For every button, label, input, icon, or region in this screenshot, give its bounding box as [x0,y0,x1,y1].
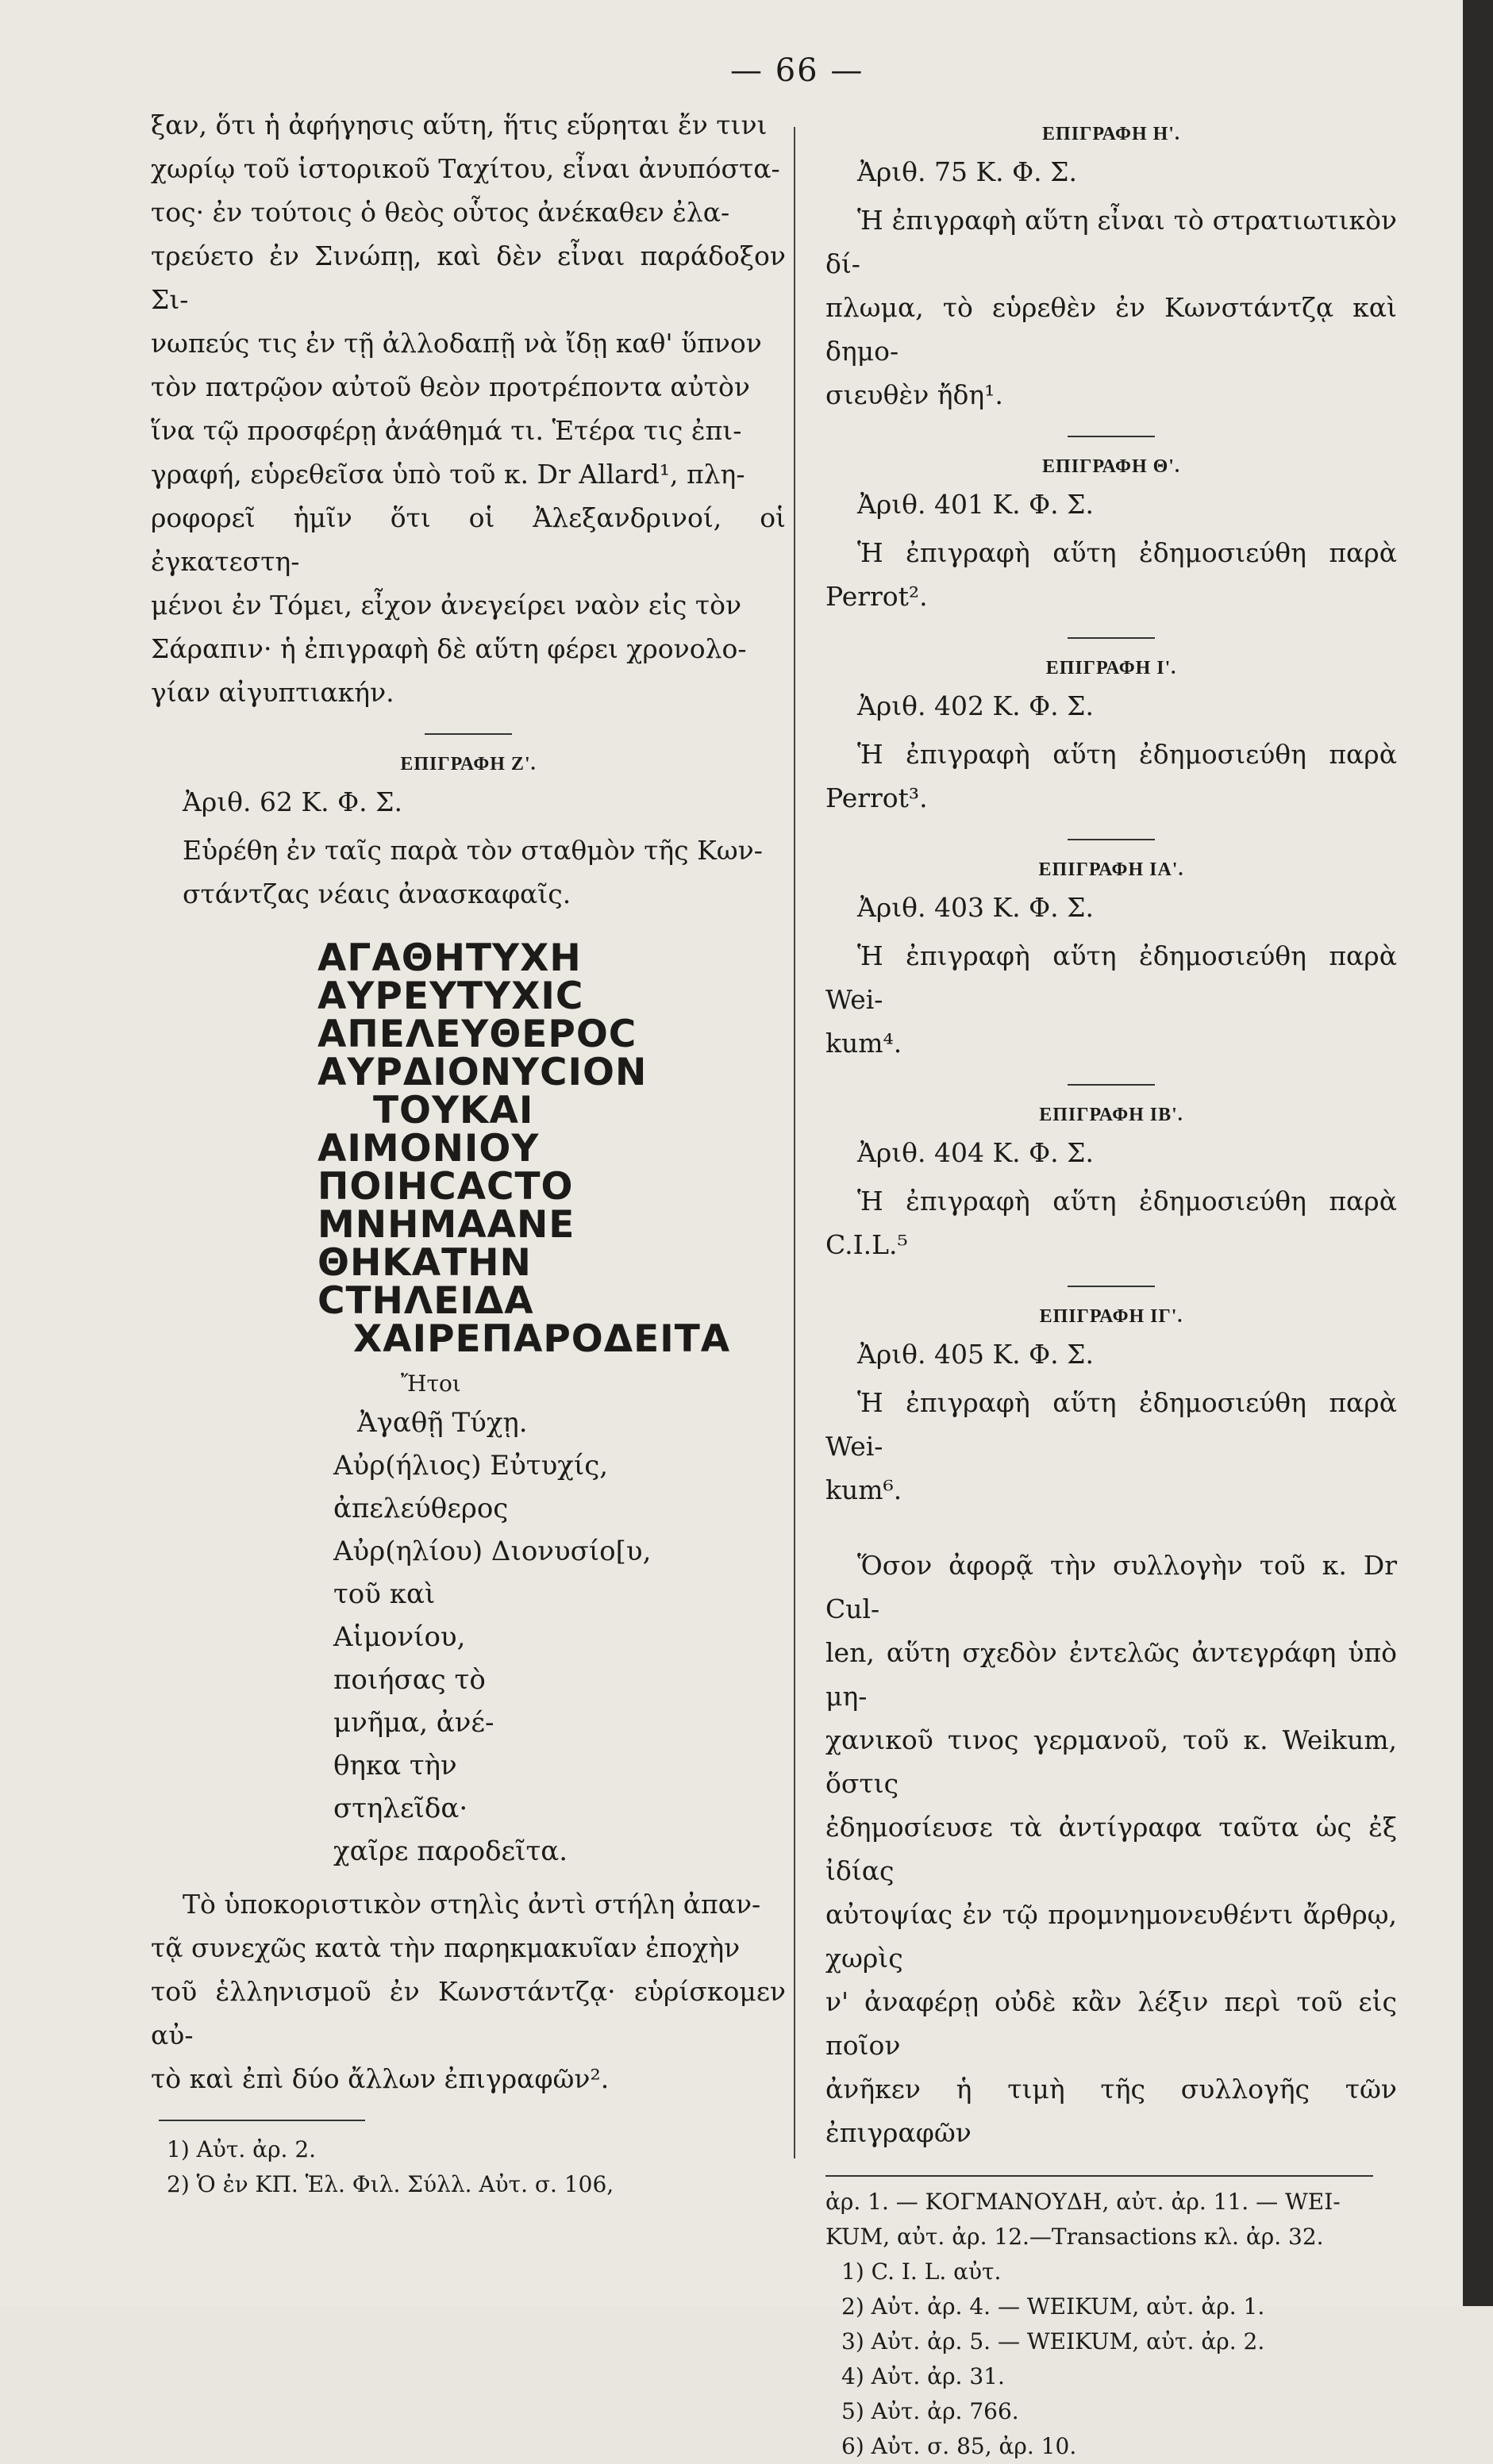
transcription-line: θηκα τὴν [333,1750,457,1782]
inscription-entry [825,658,1397,820]
transcription-line: χαῖρε παροδεῖτα. [333,1836,568,1867]
page-edge-strip [1463,0,1493,2306]
inscription-line: ΘΗΚΑΤΗΝ [317,1241,532,1285]
column-divider [794,127,795,2158]
inscription-line: ΑΠΕΛΕΥΘΕΡΟC [317,1013,637,1056]
footnote: KUM, αὐτ. ἀρ. 12.—Transactions κλ. ἀρ. 32. [825,2224,1324,2250]
text-line: νωπεύς τις ἐν τῇ ἀλλοδαπῇ νὰ ἴδῃ καθ' ὕπνον [151,328,762,359]
text-line: τὸ καὶ ἐπὶ δύο ἄλλων ἐπιγραφῶν². [151,2063,610,2094]
inscription-reference: Ἀριθ. 405 Κ. Φ. Σ. [857,1339,1094,1370]
footnote: 4) Αὐτ. ἀρ. 31. [841,2363,1005,2389]
entry-text [825,1179,1397,1267]
inscription-line: ΑΙΜΟΝΙΟΥ [317,1127,540,1170]
transcription-block [333,1367,786,1873]
text-line: Σάραπιν· ἡ ἐπιγραφὴ δὲ αὕτη φέρει χρονολο- [151,633,747,664]
inscription-entry [825,124,1397,417]
entry-text [825,198,1397,417]
text-line: Ἡ ἐπιγραφὴ αὕτη ἐδημοσιεύθη παρὰ Perrot³. [825,739,1397,813]
inscription-heading: ΕΠΙΓΡΑΦΗ Ζ'. [400,754,537,775]
inscription-entry [825,1105,1397,1267]
footnote: 6) Αὐτ. σ. 85, ἀρ. 10. [841,2433,1077,2459]
section-rule [425,733,512,735]
text-line: μένοι ἐν Τόμει, εἶχον ἀνεγείρει ναὸν εἰς τὸν [151,590,742,621]
inscription-line: ΑΥΡΕΥΤΥΧΙC [317,974,584,1018]
section-rule [1068,436,1155,437]
inscription-line: ΤΟΥΚΑΙ [373,1089,534,1132]
text-line: αὐτοψίας ἐν τῷ προμνημονευθέντι ἄρθρῳ, χωρὶς [825,1899,1397,1974]
inscription-entry [825,1306,1397,1512]
entry-text [825,732,1397,820]
entry-text [825,1381,1397,1512]
right-column [825,119,1397,2464]
entry-text [825,934,1397,1065]
inscription-reference: Ἀριθ. 402 Κ. Φ. Σ. [857,690,1094,721]
transcription-line: μνῆμα, ἀνέ- [333,1707,494,1739]
section-rule [1068,839,1155,840]
entry-text [825,531,1397,618]
intro-paragraph [151,103,786,714]
text-line: τᾷ συνεχῶς κατὰ τὴν παρηκμακυῖαν ἐποχὴν [151,1932,741,1963]
text-line: Ὅσον ἀφορᾷ τὴν συλλογὴν τοῦ κ. Dr Cul- [825,1550,1397,1624]
transcription-line: στηλεῖδα· [333,1793,468,1824]
text-line: ἀνῆκεν ἡ τιμὴ τῆς συλλογῆς τῶν ἐπιγραφῶν [825,2074,1397,2148]
transcription-line: ποιήσας τὸ [333,1664,486,1696]
transcription-line: τοῦ καὶ [333,1578,436,1610]
footnote: 3) Αὐτ. ἀρ. 5. — WEIKUM, αὐτ. ἀρ. 2. [841,2328,1265,2354]
text-line: γίαν αἰγυπτιακήν. [151,677,394,708]
footnote: 2) Ὁ ἐν ΚΠ. Ἑλ. Φιλ. Σύλλ. Αὐτ. σ. 106, [167,2171,614,2197]
inscription-entry [825,456,1397,618]
section-rule [1068,637,1155,639]
inscription-heading: ΕΠΙΓΡΑΦΗ ΙΑ'. [1038,859,1184,880]
footnote: 5) Αὐτ. ἀρ. 766. [841,2398,1019,2424]
inscription-entry [825,859,1397,1065]
transcription-line: ἀπελεύθερος [333,1493,509,1524]
inscription-reference: Ἀριθ. 404 Κ. Φ. Σ. [857,1137,1094,1168]
text-line: γραφή, εὑρεθεῖσα ὑπὸ τοῦ κ. Dr Allard¹, πλη- [151,459,745,490]
footnote: 1) C. I. L. αὐτ. [841,2258,1002,2285]
footnote: 2) Αὐτ. ἀρ. 4. — WEIKUM, αὐτ. ἀρ. 1. [841,2293,1265,2320]
transcription-line: Αὐρ(ηλίου) Διονυσίο[υ, [333,1536,652,1567]
inscription-block [317,936,786,1361]
inscription-heading: ΕΠΙΓΡΑΦΗ Η'. [1042,124,1180,144]
text-line: τὸν πατρῷον αὐτοῦ θεὸν προτρέποντα αὐτὸν [151,371,750,402]
transcription-line: Αὐρ(ήλιος) Εὐτυχίς, [333,1450,609,1482]
text-line: τος· ἐν τούτοις ὁ θεὸς οὗτος ἀνέκαθεν ἐλα- [151,197,730,228]
inscription-line: CΤΗΛΕΙΔΑ [317,1279,534,1323]
text-line: πλωμα, τὸ εὑρεθὲν ἐν Κωνστάντζᾳ καὶ δημο- [825,292,1397,367]
inscription-heading: ΕΠΙΓΡΑΦΗ Θ'. [1042,456,1180,477]
text-line: Ἡ ἐπιγραφὴ αὕτη ἐδημοσιεύθη παρὰ C.I.L.⁵ [825,1186,1397,1260]
inscription-reference: Ἀριθ. 62 Κ. Φ. Σ. [183,786,402,817]
text-line: ξαν, ὅτι ἡ ἀφήγησις αὕτη, ἥτις εὕρηται ἔν τινι [151,110,768,140]
text-line: kum⁴. [825,1028,902,1059]
footnote-rule [159,2120,365,2121]
text-line: Ἡ ἐπιγραφὴ αὕτη ἐδημοσιεύθη παρὰ Perrot². [825,537,1397,612]
text-line: Εὑρέθη ἐν ταῖς παρὰ τὸν σταθμὸν τῆς Κων- [183,835,763,866]
text-line: ἐδημοσίευσε τὰ ἀντίγραφα ταῦτα ὡς ἐξ ἰδίας [825,1812,1397,1886]
footnote: 1) Αὐτ. ἀρ. 2. [167,2136,317,2162]
text-line: Τὸ ὑποκοριστικὸν στηλὶς ἀντὶ στήλη ἀπαν- [183,1889,761,1920]
footnotes-right [825,2185,1397,2464]
section-rule [1068,1286,1155,1287]
closing-paragraph-right [825,1543,1397,2155]
text-line: χωρίῳ τοῦ ἱστορικοῦ Ταχίτου, εἶναι ἀνυπόστα- [151,153,780,184]
found-text [151,828,786,916]
transcription-line: Αἱμονίου, [333,1621,466,1653]
text-line: χανικοῦ τινος γερμανοῦ, τοῦ κ. Weikum, ὅστις [825,1724,1397,1799]
inscription-reference: Ἀριθ. 403 Κ. Φ. Σ. [857,892,1094,923]
inscription-reference: Ἀριθ. 75 Κ. Φ. Σ. [857,156,1077,187]
text-line: len, αὕτη σχεδὸν ἐντελῶς ἀντεγράφη ὑπὸ μη- [825,1637,1397,1712]
inscription-line: ΑΥΡΔΙΟΝΥCΙΟΝ [317,1051,648,1094]
section-rule [1068,1084,1155,1086]
text-line: στάντζας νέαις ἀνασκαφαῖς. [183,878,571,909]
text-line: τοῦ ἑλληνισμοῦ ἐν Κωνστάντζᾳ· εὑρίσκομεν αὐ- [151,1976,786,2051]
inscription-heading: ΕΠΙΓΡΑΦΗ ΙΒ'. [1039,1105,1183,1125]
footnote-rule [825,2175,1373,2177]
text-line: Ἡ ἐπιγραφὴ αὕτη εἶναι τὸ στρατιωτικὸν δί- [825,205,1397,279]
text-line: σιευθὲν ἤδη¹. [825,379,1003,410]
inscription-reference: Ἀριθ. 401 Κ. Φ. Σ. [857,489,1094,520]
text-line: Ἡ ἐπιγραφὴ αὕτη ἐδημοσιεύθη παρὰ Wei- [825,940,1397,1015]
page-number: — 66 — [730,52,864,89]
text-line: τρεύετο ἐν Σινώπῃ, καὶ δὲν εἶναι παράδοξον Σι- [151,240,786,315]
inscription-line: ΠΟΙΗCΑCΤΟ [317,1165,574,1209]
inscription-line: ΑΓΑΘΗΤΥΧΗ [317,936,582,980]
text-line: kum⁶. [825,1474,902,1505]
inscription-heading: ΕΠΙΓΡΑΦΗ Ι'. [1045,658,1177,678]
text-line: Ἡ ἐπιγραφὴ αὕτη ἐδημοσιεύθη παρὰ Wei- [825,1387,1397,1462]
footnote: ἀρ. 1. — ΚΟΓΜΑΝΟΥΔΗ, αὐτ. ἀρ. 11. — WEI- [825,2189,1341,2215]
text-line: ἵνα τῷ προσφέρῃ ἀνάθημά τι. Ἑτέρα τις ἐπι- [151,415,742,446]
transcription-line: Ἀγαθῇ Τύχῃ. [357,1407,528,1439]
footnotes-left [151,2132,786,2202]
text-line: ν' ἀναφέρῃ οὐδὲ κἂν λέξιν περὶ τοῦ εἰς ποῖον [825,1986,1397,2061]
text-line: ροφορεῖ ἡμῖν ὅτι οἱ Ἀλεξανδρινοί, οἱ ἐγκατεστη- [151,502,786,577]
itoi-label: Ἤτοι [401,1370,461,1397]
inscription-line: ΧΑΙΡΕΠΑΡΟΔΕΙΤΑ [353,1317,731,1361]
inscription-heading: ΕΠΙΓΡΑΦΗ ΙΓ'. [1039,1306,1183,1327]
left-column [151,103,786,2202]
inscription-line: ΜΝΗΜΑΑΝΕ [317,1203,575,1247]
closing-paragraph-left [151,1882,786,2101]
